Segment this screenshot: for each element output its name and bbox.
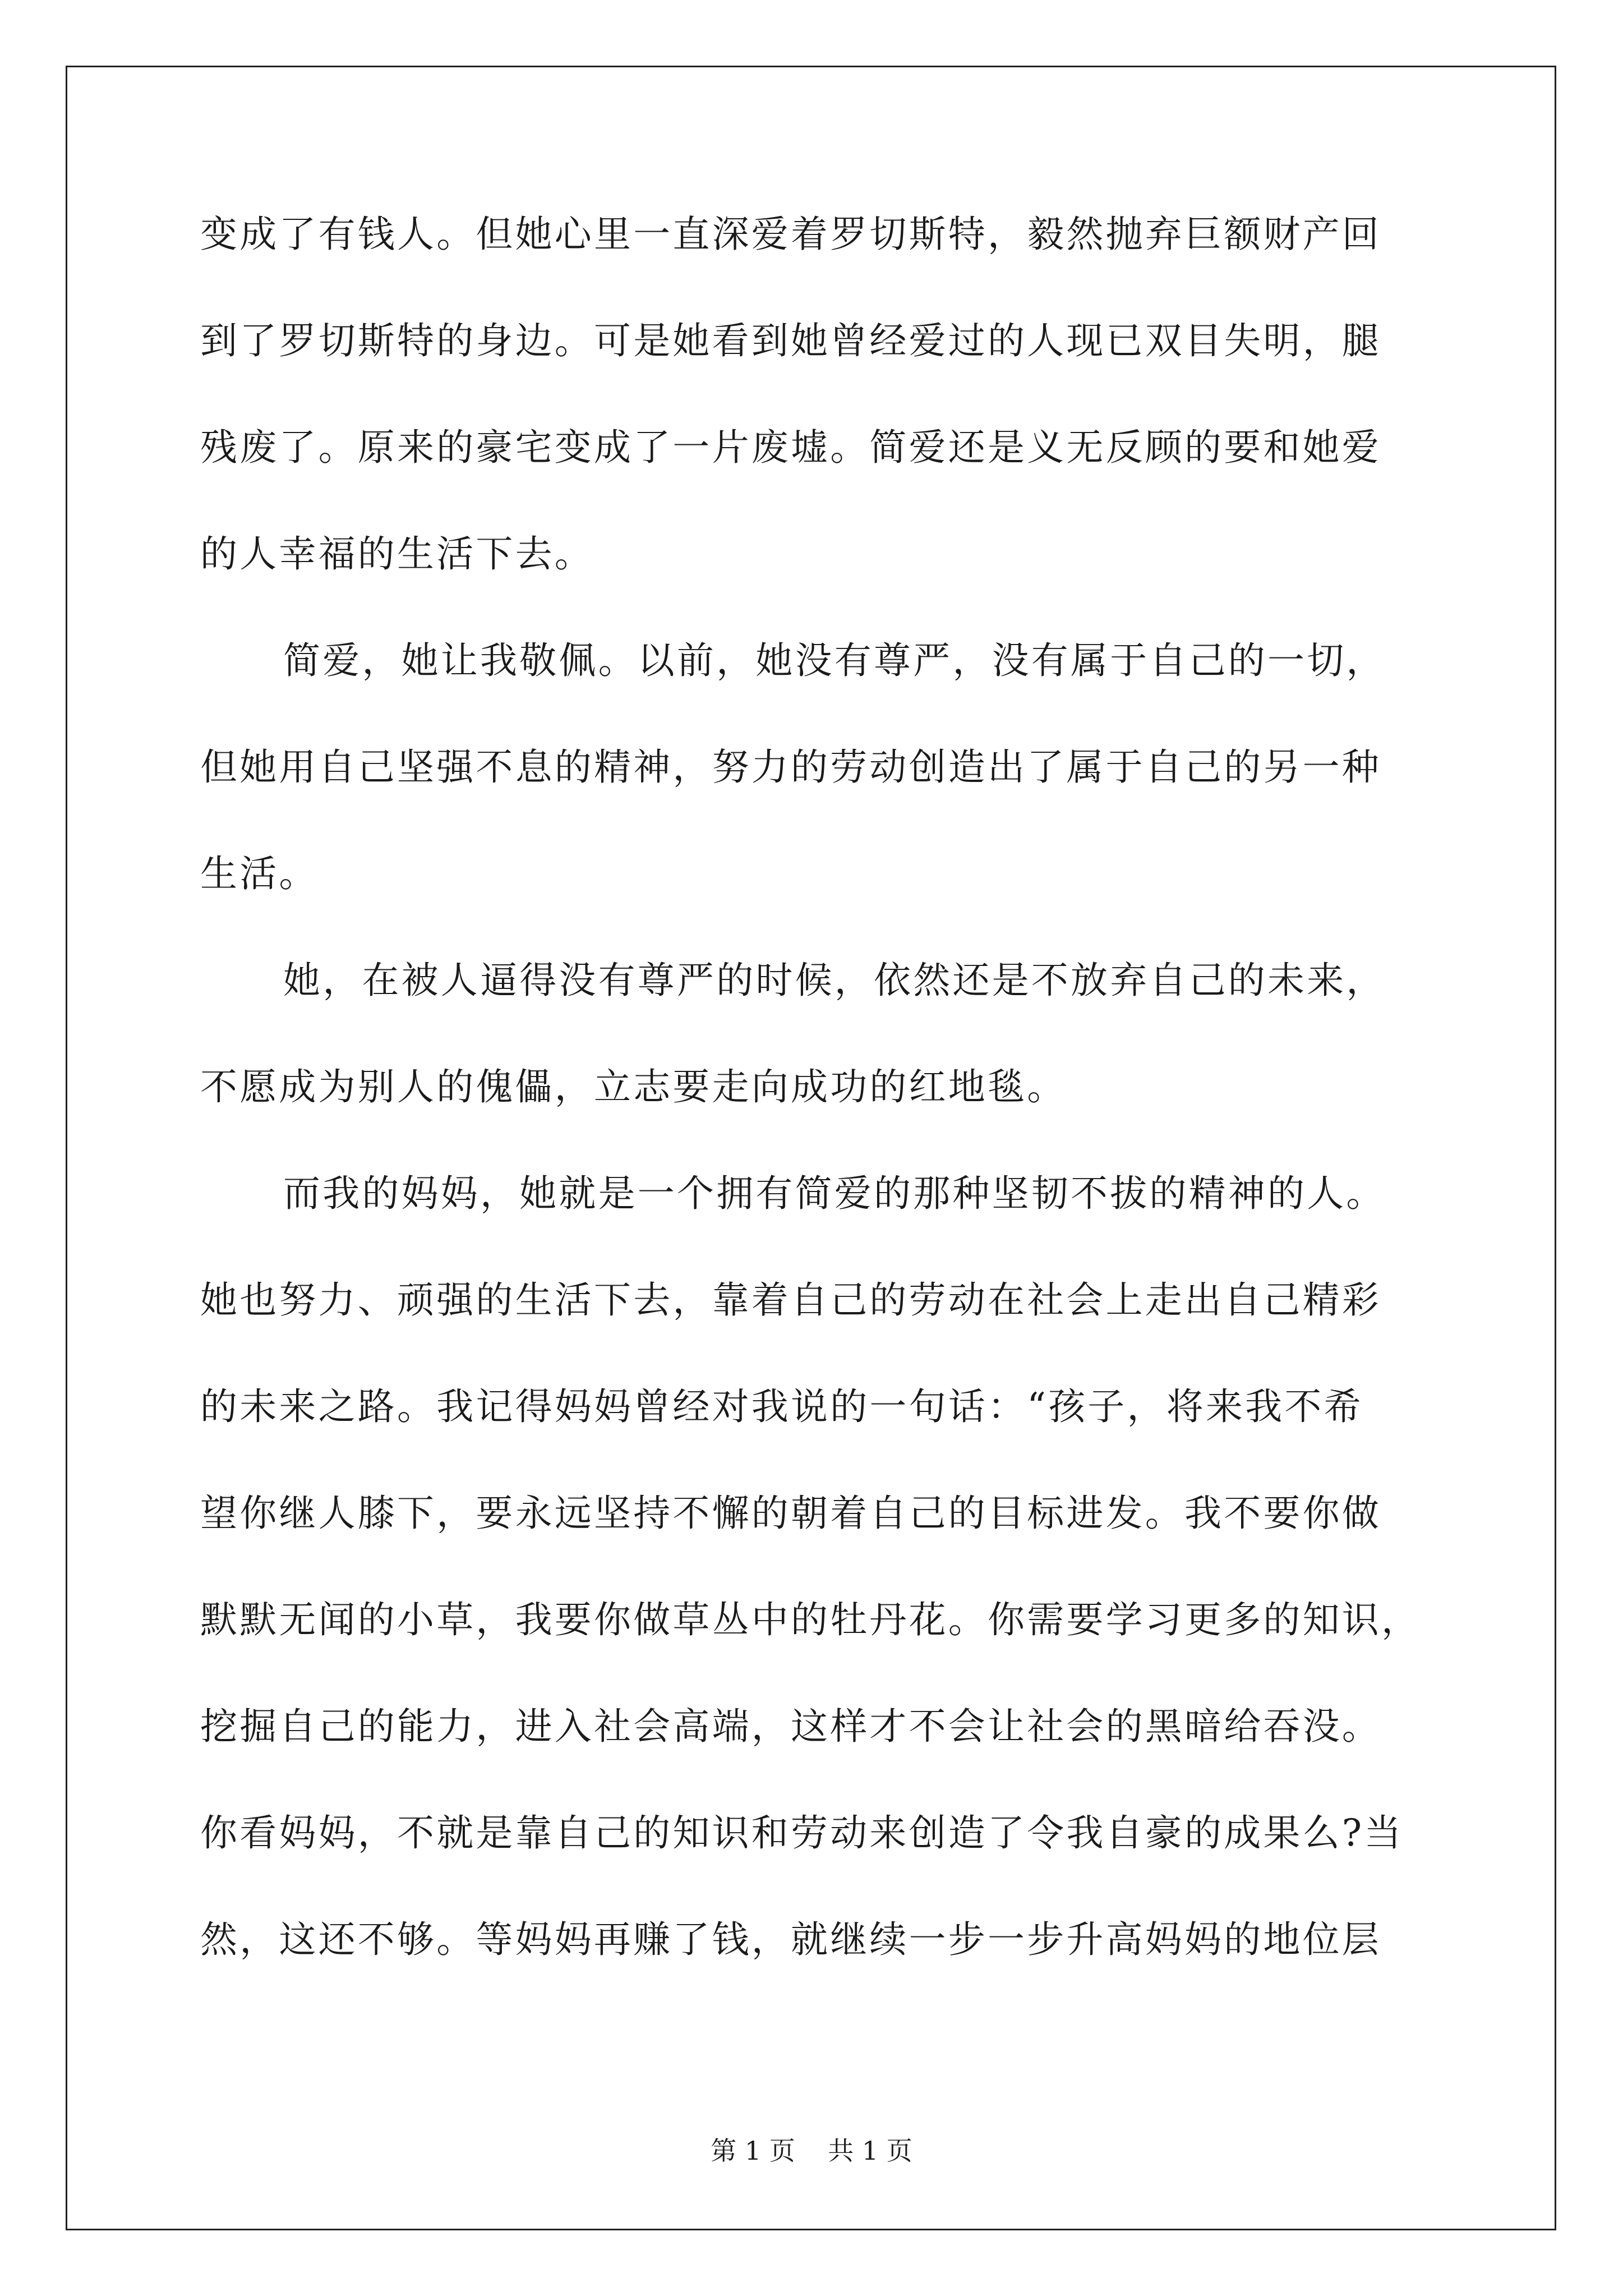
- text-line: 生活。: [200, 852, 319, 895]
- text-line: 变成了有钱人。但她心里一直深爱着罗切斯特，毅然抛弃巨额财产回: [200, 213, 1381, 256]
- text-line: 到了罗切斯特的身边。可是她看到她曾经爱过的人现已双目失明，腿: [200, 319, 1381, 362]
- text-line: 默默无闻的小草，我要你做草丛中的牡丹花。你需要学习更多的知识，: [200, 1598, 1421, 1641]
- text-line: 简爱，她让我敬佩。以前，她没有尊严，没有属于自己的一切，: [283, 639, 1386, 682]
- text-line: 不愿成为别人的傀儡，立志要走向成功的红地毯。: [200, 1065, 1067, 1108]
- text-line: 的人幸福的生活下去。: [200, 532, 594, 576]
- page-footer: [0, 2135, 1623, 2166]
- text-line: 但她用自己坚强不息的精神，努力的劳动创造出了属于自己的另一种: [200, 746, 1381, 789]
- text-line: 残废了。原来的豪宅变成了一片废墟。简爱还是义无反顾的要和她爱: [200, 426, 1381, 469]
- text-line: 她，在被人逼得没有尊严的时候，依然还是不放弃自己的未来，: [283, 959, 1386, 1002]
- page-number: 第 1 页 共 1 页: [711, 2136, 912, 2166]
- text-line: 的未来之路。我记得妈妈曾经对我说的一句话：“孩子，将来我不希: [200, 1385, 1363, 1428]
- text-line: 挖掘自己的能力，进入社会高端，这样才不会让社会的黑暗给吞没。: [200, 1705, 1381, 1748]
- text-line: 而我的妈妈，她就是一个拥有简爱的那种坚韧不拔的精神的人。: [283, 1172, 1386, 1215]
- text-line: 望你继人膝下，要永远坚持不懈的朝着自己的目标进发。我不要你做: [200, 1492, 1381, 1535]
- document-body: [200, 213, 1428, 2025]
- text-line: 你看妈妈，不就是靠自己的知识和劳动来创造了令我自豪的成果么?当: [200, 1811, 1404, 1855]
- text-line: 她也努力、顽强的生活下去，靠着自己的劳动在社会上走出自己精彩: [200, 1278, 1381, 1322]
- text-line: 然，这还不够。等妈妈再赚了钱，就继续一步一步升高妈妈的地位层: [200, 1918, 1381, 1961]
